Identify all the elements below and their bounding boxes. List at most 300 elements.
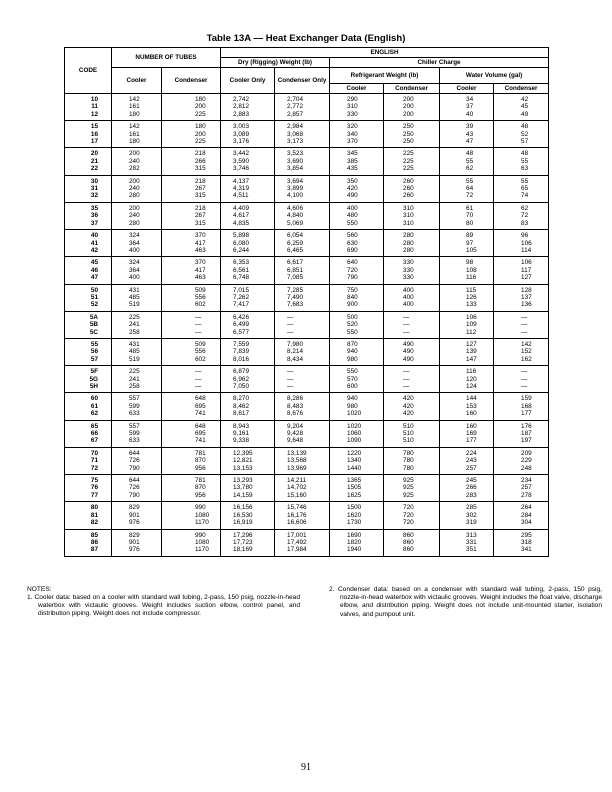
- cell-tubes-cooler: 200: [112, 148, 162, 158]
- table-row: [65, 202, 549, 212]
- cell-condenser-only-weight: 9,648: [275, 437, 330, 447]
- cell-cooler-only-weight: 4,617: [221, 212, 275, 219]
- cell-refrigerant-cooler: 340: [330, 131, 384, 138]
- cell-code: 87: [65, 546, 112, 556]
- cell-cooler-only-weight: 3,176: [221, 138, 275, 148]
- cell-cooler-only-weight: 16,530: [221, 512, 275, 519]
- cell-cooler-only-weight: 8,016: [221, 356, 275, 366]
- cell-tubes-cooler: 400: [112, 247, 162, 257]
- table-row: [65, 356, 549, 366]
- cell-water-condenser: 318: [494, 539, 549, 546]
- cell-cooler-only-weight: 12,395: [221, 447, 275, 457]
- cell-refrigerant-condenser: 490: [384, 338, 440, 348]
- cell-condenser-only-weight: —: [275, 366, 330, 376]
- cell-refrigerant-cooler: 1505: [330, 484, 384, 491]
- cell-code: 61: [65, 403, 112, 410]
- cell-condenser-only-weight: 7,490: [275, 294, 330, 301]
- cell-refrigerant-cooler: 980: [330, 356, 384, 366]
- table-title: Table 13A — Heat Exchanger Data (English): [206, 33, 406, 44]
- cell-tubes-cooler: 431: [112, 284, 162, 294]
- cell-tubes-condenser: —: [162, 321, 221, 328]
- cell-tubes-condenser: 370: [162, 230, 221, 240]
- cell-refrigerant-cooler: 320: [330, 121, 384, 131]
- cell-tubes-cooler: 240: [112, 185, 162, 192]
- cell-code: 5F: [65, 366, 112, 376]
- cell-refrigerant-condenser: 260: [384, 175, 440, 185]
- cell-code: 5G: [65, 376, 112, 383]
- cell-tubes-condenser: 990: [162, 529, 221, 539]
- cell-tubes-condenser: 225: [162, 138, 221, 148]
- cell-tubes-condenser: 1170: [162, 519, 221, 529]
- cell-code: 5B: [65, 321, 112, 328]
- cell-tubes-cooler: 324: [112, 257, 162, 267]
- table-row: [65, 111, 549, 121]
- header-refrigerant-weight: Refrigerant Weight (lb): [330, 68, 440, 84]
- cell-cooler-only-weight: 7,050: [221, 383, 275, 393]
- cell-refrigerant-condenser: —: [384, 383, 440, 393]
- cell-condenser-only-weight: 3,068: [275, 131, 330, 138]
- cell-water-condenser: 341: [494, 546, 549, 556]
- cell-water-condenser: 127: [494, 274, 549, 284]
- cell-water-cooler: 70: [440, 212, 494, 219]
- cell-tubes-condenser: 648: [162, 393, 221, 403]
- cell-condenser-only-weight: 2,857: [275, 111, 330, 121]
- cell-water-condenser: —: [494, 329, 549, 339]
- cell-tubes-cooler: 599: [112, 403, 162, 410]
- header-dry-weight: Dry (Rigging) Weight (lb): [221, 58, 330, 68]
- cell-water-condenser: 83: [494, 220, 549, 230]
- cell-cooler-only-weight: 4,319: [221, 185, 275, 192]
- table-row: [65, 430, 549, 437]
- table-row: [65, 230, 549, 240]
- cell-cooler-only-weight: 6,499: [221, 321, 275, 328]
- cell-refrigerant-condenser: 510: [384, 420, 440, 430]
- cell-tubes-cooler: 726: [112, 484, 162, 491]
- cell-tubes-cooler: 161: [112, 103, 162, 110]
- cell-tubes-cooler: 324: [112, 230, 162, 240]
- cell-refrigerant-cooler: 750: [330, 284, 384, 294]
- cell-water-condenser: —: [494, 376, 549, 383]
- cell-water-condenser: 128: [494, 284, 549, 294]
- cell-refrigerant-condenser: 925: [384, 475, 440, 485]
- cell-condenser-only-weight: 3,854: [275, 165, 330, 175]
- cell-code: 37: [65, 220, 112, 230]
- cell-tubes-condenser: 556: [162, 348, 221, 355]
- cell-code: 16: [65, 131, 112, 138]
- cell-water-cooler: 224: [440, 447, 494, 457]
- cell-code: 22: [65, 165, 112, 175]
- cell-water-cooler: 116: [440, 366, 494, 376]
- table-row: [65, 257, 549, 267]
- cell-refrigerant-condenser: 310: [384, 202, 440, 212]
- cell-refrigerant-condenser: 280: [384, 230, 440, 240]
- cell-cooler-only-weight: 13,293: [221, 475, 275, 485]
- table-row: [65, 148, 549, 158]
- header-condenser-only: Condenser Only: [275, 68, 330, 94]
- cell-water-cooler: 153: [440, 403, 494, 410]
- cell-refrigerant-condenser: 250: [384, 131, 440, 138]
- cell-water-cooler: 351: [440, 546, 494, 556]
- cell-water-cooler: 72: [440, 192, 494, 202]
- cell-refrigerant-condenser: —: [384, 311, 440, 321]
- cell-tubes-cooler: 726: [112, 457, 162, 464]
- cell-water-condenser: 229: [494, 457, 549, 464]
- table-row: [65, 383, 549, 393]
- cell-water-cooler: 89: [440, 230, 494, 240]
- cell-condenser-only-weight: 2,704: [275, 94, 330, 104]
- cell-water-cooler: 105: [440, 247, 494, 257]
- cell-refrigerant-cooler: 370: [330, 138, 384, 148]
- cell-tubes-condenser: 463: [162, 247, 221, 257]
- cell-tubes-cooler: 633: [112, 410, 162, 420]
- cell-refrigerant-cooler: 1820: [330, 539, 384, 546]
- cell-water-cooler: 97: [440, 240, 494, 247]
- header-water-cooler: Cooler: [440, 84, 494, 94]
- table-row: [65, 546, 549, 556]
- cell-refrigerant-cooler: 690: [330, 247, 384, 257]
- table-row: [65, 348, 549, 355]
- cell-refrigerant-cooler: 550: [330, 329, 384, 339]
- cell-cooler-only-weight: 6,879: [221, 366, 275, 376]
- cell-code: 51: [65, 294, 112, 301]
- header-chiller-charge: Chiller Charge: [330, 58, 549, 68]
- cell-condenser-only-weight: —: [275, 376, 330, 383]
- cell-water-cooler: 266: [440, 484, 494, 491]
- cell-cooler-only-weight: 8,943: [221, 420, 275, 430]
- cell-water-cooler: 257: [440, 465, 494, 475]
- table-row: [65, 311, 549, 321]
- cell-refrigerant-condenser: 510: [384, 430, 440, 437]
- table-row: [65, 502, 549, 512]
- cell-tubes-cooler: 241: [112, 321, 162, 328]
- table-row: [65, 465, 549, 475]
- cell-tubes-cooler: 901: [112, 512, 162, 519]
- cell-cooler-only-weight: 2,883: [221, 111, 275, 121]
- cell-refrigerant-condenser: 330: [384, 257, 440, 267]
- cell-refrigerant-cooler: 1060: [330, 430, 384, 437]
- table-row: [65, 267, 549, 274]
- cell-water-condenser: 42: [494, 94, 549, 104]
- cell-water-condenser: 264: [494, 502, 549, 512]
- table-row: [65, 301, 549, 311]
- cell-tubes-condenser: 556: [162, 294, 221, 301]
- header-code: CODE: [65, 48, 112, 94]
- note-condenser: 2. Condenser data: based on a condenser with standard wall tubing, 2-pass, 150 psig, nozzle-in-head waterbox with victaulic grooves. Weight includes the float valve, discharge elbow, and distribution piping. Weight does not include unit-mounted starter, isolation valves, and pumpout unit.: [329, 586, 602, 618]
- cell-water-condenser: 55: [494, 158, 549, 165]
- cell-code: 17: [65, 138, 112, 148]
- cell-refrigerant-cooler: 1500: [330, 502, 384, 512]
- header-refrigerant-condenser: Condenser: [384, 84, 440, 94]
- cell-cooler-only-weight: 7,015: [221, 284, 275, 294]
- cell-water-condenser: 63: [494, 165, 549, 175]
- cell-cooler-only-weight: 13,780: [221, 484, 275, 491]
- cell-refrigerant-condenser: 400: [384, 284, 440, 294]
- cell-refrigerant-condenser: 420: [384, 410, 440, 420]
- cell-tubes-cooler: 142: [112, 94, 162, 104]
- cell-water-cooler: 55: [440, 175, 494, 185]
- table-row: [65, 393, 549, 403]
- table-row: [65, 403, 549, 410]
- cell-water-condenser: 142: [494, 338, 549, 348]
- cell-condenser-only-weight: 13,969: [275, 465, 330, 475]
- cell-refrigerant-cooler: 640: [330, 257, 384, 267]
- cell-refrigerant-cooler: 500: [330, 311, 384, 321]
- table-row: [65, 94, 549, 104]
- cell-refrigerant-condenser: 420: [384, 403, 440, 410]
- cell-refrigerant-cooler: 330: [330, 111, 384, 121]
- cell-tubes-cooler: 485: [112, 294, 162, 301]
- cell-refrigerant-cooler: 435: [330, 165, 384, 175]
- cell-tubes-cooler: 790: [112, 492, 162, 502]
- cell-code: 46: [65, 267, 112, 274]
- cell-tubes-cooler: 200: [112, 202, 162, 212]
- cell-tubes-cooler: 240: [112, 212, 162, 219]
- cell-condenser-only-weight: 3,173: [275, 138, 330, 148]
- cell-tubes-cooler: 225: [112, 311, 162, 321]
- cell-water-condenser: 278: [494, 492, 549, 502]
- cell-refrigerant-cooler: 420: [330, 185, 384, 192]
- cell-water-condenser: 106: [494, 240, 549, 247]
- cell-water-condenser: 176: [494, 420, 549, 430]
- cell-condenser-only-weight: 4,100: [275, 192, 330, 202]
- cell-code: 11: [65, 103, 112, 110]
- cell-condenser-only-weight: 2,772: [275, 103, 330, 110]
- cell-code: 85: [65, 529, 112, 539]
- cell-tubes-condenser: 1080: [162, 539, 221, 546]
- cell-cooler-only-weight: 6,426: [221, 311, 275, 321]
- cell-cooler-only-weight: 4,409: [221, 202, 275, 212]
- cell-water-condenser: 48: [494, 121, 549, 131]
- cell-water-condenser: 106: [494, 257, 549, 267]
- cell-code: 10: [65, 94, 112, 104]
- cell-tubes-cooler: 161: [112, 131, 162, 138]
- cell-condenser-only-weight: —: [275, 321, 330, 328]
- cell-water-cooler: 147: [440, 356, 494, 366]
- cell-cooler-only-weight: 17,723: [221, 539, 275, 546]
- cell-code: 82: [65, 519, 112, 529]
- cell-refrigerant-cooler: 520: [330, 321, 384, 328]
- cell-cooler-only-weight: 4,511: [221, 192, 275, 202]
- cell-water-cooler: 106: [440, 311, 494, 321]
- cell-tubes-condenser: 200: [162, 103, 221, 110]
- cell-code: 60: [65, 393, 112, 403]
- cell-water-condenser: 152: [494, 348, 549, 355]
- cell-refrigerant-cooler: 350: [330, 175, 384, 185]
- cell-refrigerant-cooler: 940: [330, 348, 384, 355]
- cell-refrigerant-cooler: 1340: [330, 457, 384, 464]
- cell-refrigerant-cooler: 345: [330, 148, 384, 158]
- cell-cooler-only-weight: 4,835: [221, 220, 275, 230]
- cell-tubes-cooler: 280: [112, 220, 162, 230]
- cell-tubes-condenser: 1080: [162, 512, 221, 519]
- cell-cooler-only-weight: 3,003: [221, 121, 275, 131]
- cell-refrigerant-condenser: 490: [384, 348, 440, 355]
- cell-refrigerant-cooler: 400: [330, 202, 384, 212]
- cell-water-condenser: 48: [494, 148, 549, 158]
- cell-code: 5C: [65, 329, 112, 339]
- cell-refrigerant-cooler: 1020: [330, 420, 384, 430]
- cell-condenser-only-weight: 6,617: [275, 257, 330, 267]
- table-row: [65, 284, 549, 294]
- cell-refrigerant-cooler: 940: [330, 393, 384, 403]
- cell-condenser-only-weight: 6,851: [275, 267, 330, 274]
- cell-cooler-only-weight: 8,617: [221, 410, 275, 420]
- cell-cooler-only-weight: 18,169: [221, 546, 275, 556]
- cell-tubes-condenser: 781: [162, 447, 221, 457]
- cell-tubes-cooler: 557: [112, 420, 162, 430]
- cell-water-cooler: 126: [440, 294, 494, 301]
- cell-tubes-cooler: 519: [112, 301, 162, 311]
- cell-code: 57: [65, 356, 112, 366]
- table-row: [65, 529, 549, 539]
- cell-code: 5H: [65, 383, 112, 393]
- table-row: [65, 247, 549, 257]
- table-row: [65, 121, 549, 131]
- cell-tubes-condenser: 218: [162, 148, 221, 158]
- cell-tubes-condenser: 417: [162, 267, 221, 274]
- cell-condenser-only-weight: 7,980: [275, 338, 330, 348]
- cell-condenser-only-weight: 3,690: [275, 158, 330, 165]
- cell-code: 32: [65, 192, 112, 202]
- cell-water-condenser: 96: [494, 230, 549, 240]
- table-row: [65, 158, 549, 165]
- cell-refrigerant-cooler: 490: [330, 192, 384, 202]
- cell-condenser-only-weight: 7,285: [275, 284, 330, 294]
- header-refrigerant-cooler: Cooler: [330, 84, 384, 94]
- cell-refrigerant-cooler: 600: [330, 383, 384, 393]
- cell-tubes-cooler: 644: [112, 447, 162, 457]
- cell-refrigerant-cooler: 1690: [330, 529, 384, 539]
- cell-water-cooler: 34: [440, 94, 494, 104]
- cell-refrigerant-condenser: —: [384, 376, 440, 383]
- cell-tubes-condenser: 741: [162, 437, 221, 447]
- cell-code: 65: [65, 420, 112, 430]
- cell-water-condenser: 136: [494, 301, 549, 311]
- cell-code: 70: [65, 447, 112, 457]
- header-water-condenser: Condenser: [494, 84, 549, 94]
- cell-refrigerant-condenser: 200: [384, 103, 440, 110]
- cell-refrigerant-condenser: —: [384, 329, 440, 339]
- table-row: [65, 329, 549, 339]
- cell-tubes-cooler: 485: [112, 348, 162, 355]
- cell-tubes-cooler: 829: [112, 529, 162, 539]
- cell-condenser-only-weight: 4,840: [275, 212, 330, 219]
- cell-water-condenser: 72: [494, 212, 549, 219]
- cell-condenser-only-weight: 7,085: [275, 274, 330, 284]
- cell-tubes-condenser: 781: [162, 475, 221, 485]
- cell-refrigerant-cooler: 1365: [330, 475, 384, 485]
- cell-water-cooler: 177: [440, 437, 494, 447]
- cell-cooler-only-weight: 3,442: [221, 148, 275, 158]
- cell-water-cooler: 109: [440, 321, 494, 328]
- cell-water-cooler: 331: [440, 539, 494, 546]
- cell-condenser-only-weight: 6,465: [275, 247, 330, 257]
- cell-water-cooler: 115: [440, 284, 494, 294]
- cell-tubes-cooler: 976: [112, 519, 162, 529]
- table-row: [65, 519, 549, 529]
- cell-code: 55: [65, 338, 112, 348]
- table-row: [65, 175, 549, 185]
- cell-condenser-only-weight: 3,523: [275, 148, 330, 158]
- cell-condenser-only-weight: 13,139: [275, 447, 330, 457]
- cell-tubes-cooler: 282: [112, 165, 162, 175]
- cell-cooler-only-weight: 9,161: [221, 430, 275, 437]
- cell-tubes-condenser: 602: [162, 356, 221, 366]
- cell-water-condenser: 177: [494, 410, 549, 420]
- cell-water-cooler: 243: [440, 457, 494, 464]
- cell-condenser-only-weight: 8,434: [275, 356, 330, 366]
- cell-code: 75: [65, 475, 112, 485]
- cell-refrigerant-condenser: 280: [384, 247, 440, 257]
- cell-tubes-condenser: —: [162, 329, 221, 339]
- table-row: [65, 447, 549, 457]
- cell-condenser-only-weight: 2,984: [275, 121, 330, 131]
- cell-code: 12: [65, 111, 112, 121]
- cell-water-condenser: 295: [494, 529, 549, 539]
- cell-code: 77: [65, 492, 112, 502]
- cell-tubes-condenser: 267: [162, 185, 221, 192]
- cell-code: 47: [65, 274, 112, 284]
- cell-refrigerant-condenser: 490: [384, 356, 440, 366]
- cell-water-cooler: 55: [440, 158, 494, 165]
- cell-condenser-only-weight: 17,492: [275, 539, 330, 546]
- cell-cooler-only-weight: 9,338: [221, 437, 275, 447]
- cell-water-condenser: 248: [494, 465, 549, 475]
- note-cooler: 1. Cooler data: based on a cooler with standard wall tubing, 2-pass, 150 psig, nozzle-in-head waterbox with victaulic grooves. Weight includes suction elbow, control panel, and distribution piping. Weight does not include compressor.: [27, 594, 300, 618]
- cell-code: 35: [65, 202, 112, 212]
- cell-refrigerant-cooler: 1440: [330, 465, 384, 475]
- cell-water-cooler: 112: [440, 329, 494, 339]
- cell-code: 76: [65, 484, 112, 491]
- cell-tubes-condenser: —: [162, 366, 221, 376]
- cell-tubes-cooler: 400: [112, 274, 162, 284]
- cell-condenser-only-weight: 4,606: [275, 202, 330, 212]
- cell-condenser-only-weight: 15,746: [275, 502, 330, 512]
- cell-refrigerant-cooler: 480: [330, 212, 384, 219]
- header-english: ENGLISH: [221, 48, 549, 58]
- table-row: [65, 185, 549, 192]
- cell-code: 36: [65, 212, 112, 219]
- header-tubes-condenser: Condenser: [162, 68, 221, 94]
- cell-water-condenser: 45: [494, 103, 549, 110]
- cell-tubes-cooler: 180: [112, 138, 162, 148]
- cell-refrigerant-cooler: 1625: [330, 492, 384, 502]
- cell-code: 56: [65, 348, 112, 355]
- table-row: [65, 165, 549, 175]
- cell-water-condenser: 49: [494, 111, 549, 121]
- cell-water-cooler: 39: [440, 121, 494, 131]
- cell-cooler-only-weight: 7,417: [221, 301, 275, 311]
- cell-refrigerant-condenser: 250: [384, 121, 440, 131]
- heat-exchanger-table: [64, 47, 549, 557]
- cell-cooler-only-weight: 16,156: [221, 502, 275, 512]
- cell-tubes-condenser: 315: [162, 165, 221, 175]
- cell-refrigerant-condenser: 225: [384, 158, 440, 165]
- cell-water-cooler: 61: [440, 202, 494, 212]
- cell-water-condenser: 234: [494, 475, 549, 485]
- cell-tubes-cooler: 901: [112, 539, 162, 546]
- cell-refrigerant-condenser: 225: [384, 148, 440, 158]
- cell-condenser-only-weight: 8,286: [275, 393, 330, 403]
- cell-condenser-only-weight: 9,428: [275, 430, 330, 437]
- table-row: [65, 484, 549, 491]
- table-row: [65, 475, 549, 485]
- cell-water-condenser: 55: [494, 175, 549, 185]
- cell-tubes-condenser: 267: [162, 212, 221, 219]
- cell-tubes-condenser: 602: [162, 301, 221, 311]
- cell-water-cooler: 64: [440, 185, 494, 192]
- cell-water-cooler: 283: [440, 492, 494, 502]
